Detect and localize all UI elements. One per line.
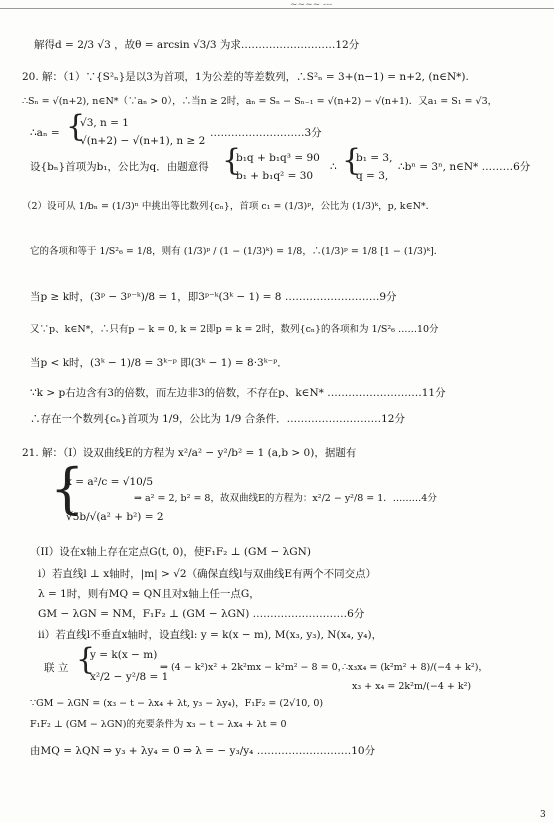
- line-q20-b1: b₁ = 3,: [356, 152, 393, 164]
- score-3: ………………………3分: [210, 127, 322, 139]
- header-marks: ~~~~ ---: [290, 0, 333, 10]
- line-q21-eq1: x = a²/c = √10/5: [66, 476, 154, 488]
- line-q20-sn: ∴Sₙ = √(n+2), n∈N*（∵aₙ > 0），∴当n ≥ 2时，aₙ = Sₙ − Sₙ₋₁ = √(n+2) − √(n+1)．又a₁ = S₁ = √3，: [22, 96, 498, 107]
- piecewise-brace: {: [66, 109, 86, 144]
- line-q21-curve-eq: x²/2 − y²/8 = 1: [90, 671, 169, 683]
- line-q20-bn: ∴bⁿ = 3ⁿ, n∈N* ………6分: [398, 161, 531, 173]
- line-q20-contradiction: ∵k > p右边含有3的倍数，而左边非3的倍数，不存在p、k∈N* ………………………11分: [30, 387, 446, 399]
- line-q21-lambda1: λ = 1时，则有MQ = QN且对x轴上任一点G，: [38, 588, 260, 600]
- page-number: 3: [540, 810, 546, 820]
- line-q21-product: ∴x₃x₄ = (k²m² + 8)/(−4 + k²)，: [342, 662, 488, 673]
- line-q21-eq2: √5b/√(a² + b²) = 2: [66, 511, 164, 523]
- line-q21-part2: （II）设在x轴上存在定点G(t, 0)，使F₁F₂ ⊥ (GM − λGN): [30, 546, 311, 558]
- line-q20-an-label: ∴aₙ =: [30, 127, 60, 139]
- line-q21-line-eq: y = k(x − m): [90, 649, 158, 661]
- line-q20-q: q = 3,: [356, 170, 389, 182]
- line-q21-quadratic: ⇒ (4 − k²)x² + 2k²mx − k²m² − 8 = 0，: [160, 662, 348, 673]
- line-q20-only: 又∵p、k∈N*，∴只有p − k = 0, k = 2即p = k = 2时，数列{cₙ}的各项和为 1/S²₆ ……10分: [30, 324, 439, 335]
- line-q21-intro: 21. 解：（I）设双曲线E的方程为 x²/a² − y²/b² = 1 (a,b > 0)，据题有: [22, 447, 357, 459]
- system-brace-3: {: [50, 457, 85, 520]
- line-q20-case-pk: 当p ≥ k时，(3ᵖ − 3ᵖ⁻ᵏ)/8 = 1，即3ᵖ⁻ᵏ(3ᵏ − 1) = 8 ………………………9分: [30, 291, 397, 303]
- line-q21-lambda: 由MQ = λQN ⇒ y₃ + λy₄ = 0 ⇒ λ = − y₃/y₄ ………………………10分: [30, 745, 376, 757]
- therefore-symbol: ∴: [330, 161, 337, 173]
- line-q21-nm: GM − λGN = NM，F₁F₂ ⊥ (GM − λGN) ………………………6分: [38, 608, 365, 620]
- line-q21-sum: x₃ + x₄ = 2k²m/(−4 + k²): [352, 681, 472, 692]
- line-q20-an-case2: √(n+2) − √(n+1), n ≥ 2: [80, 135, 206, 147]
- system-brace-4: {: [76, 642, 96, 677]
- line-q20-bn-intro: 设{bₙ}首项为b₁，公比为q．由题意得: [30, 161, 209, 173]
- line-q20-eq2: b₁ + b₁q² = 30: [236, 170, 314, 182]
- line-q21-vector: ∵GM − λGN = (x₃ − t − λx₄ + λt, y₃ − λy₄)，F₁F₂ = (2√10, 0): [30, 698, 324, 709]
- line-q21-condition: F₁F₂ ⊥ (GM − λGN)的充要条件为 x₃ − t − λx₄ + λt = 0: [30, 719, 287, 730]
- line-q21-case2: ii）若直线l不垂直x轴时，设直线l: y = k(x − m), M(x₃, y₃), N(x₄, y₄)，: [38, 629, 383, 641]
- system-brace-1: {: [222, 143, 242, 178]
- line-q21-joint-label: 联 立: [44, 662, 69, 674]
- system-brace-2: {: [342, 143, 362, 178]
- line-q21-case1: i）若直线l ⊥ x轴时，|m| > √2（确保直线l与双曲线E有两个不同交点）: [38, 568, 377, 580]
- header-rule: [0, 8, 554, 9]
- line-q20-conclusion: ∴存在一个数列{cₙ}首项为 1/9，公比为 1/9 合条件．………………………12分: [30, 413, 405, 425]
- line-q20-sum: 它的各项和等于 1/S²₆ = 1/8，则有 (1/3)ᵖ / (1 − (1/3)ᵏ) = 1/8，∴(1/3)ᵖ = 1/8 [1 − (1/3)ᵏ]．: [30, 246, 444, 257]
- line-q20-eq1: b₁q + b₁q³ = 90: [236, 152, 320, 164]
- line-q21-result: ⇒ a² = 2, b² = 8，故双曲线E的方程为：x²/2 − y²/8 = 1．………4分: [134, 493, 437, 504]
- line-q20-part2: （2）设可从 1/bₙ = (1/3)ⁿ 中挑出等比数列{cₙ}，首项 c₁ = (1/3)ᵖ，公比为 (1/3)ᵏ，p, k∈N*．: [22, 201, 436, 212]
- line-q20-case-kp: 当p < k时，(3ᵏ − 1)/8 = 3ᵏ⁻ᵖ 即(3ᵏ − 1) = 8·3ᵏ⁻ᵖ．: [30, 357, 288, 369]
- line-q20-an-case1: √3, n = 1: [80, 117, 129, 129]
- line-solution-d: 解得d = 2/3 √3 ，故θ = arcsin √3/3 为求………………………12分: [34, 39, 360, 51]
- line-q20-intro: 20. 解：（1）∵{S²ₙ}是以3为首项，1为公差的等差数列，∴S²ₙ = 3+(n−1) = n+2, (n∈N*).: [22, 71, 469, 83]
